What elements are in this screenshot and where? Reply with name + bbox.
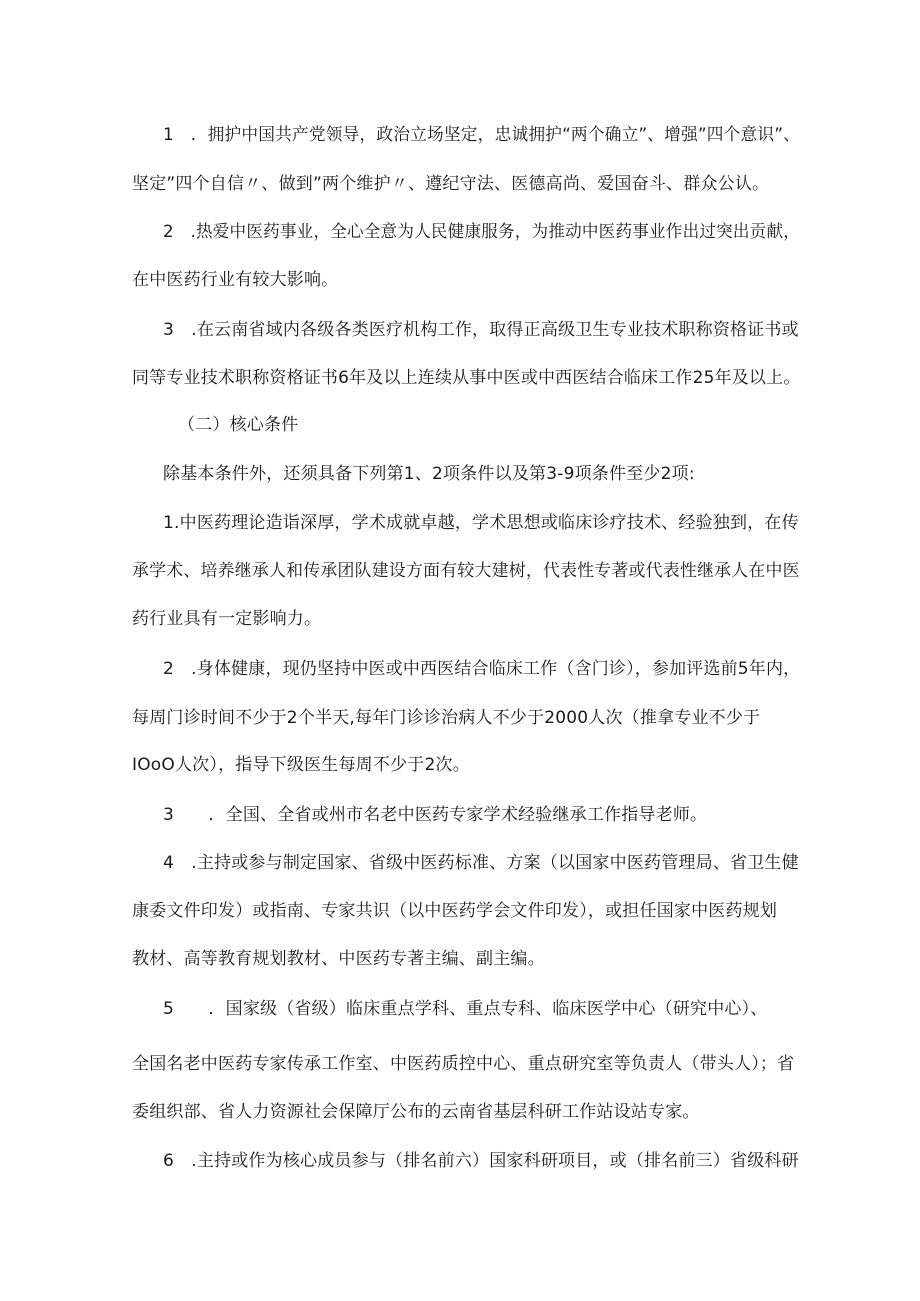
text-line: 康委文件印发）或指南、专家共识（以中医药学会文件印发），或担任国家中医药规划 [132, 901, 778, 921]
text-line: 承学术、培养继承人和传承团队建设方面有较大建树，代表性专著或代表性继承人在中医 [132, 561, 800, 581]
text-line: 全国名老中医药专家传承工作室、中医药质控中心、重点研究室等负责人（带头人）；省 [132, 1054, 795, 1074]
text-line: 委组织部、省人力资源社会保障厅公布的云南省基层科研工作站设站专家。 [132, 1102, 700, 1122]
text-line: 3 ．全国、全省或州市名老中医药专家学术经验继承工作指导老师。 [163, 805, 708, 825]
text-line: 1 ．拥护中国共产党领导，政治立场坚定，忠诚拥护“两个确立”、增强”四个意识”、 [163, 125, 801, 145]
text-line: 每周门诊时间不少于2个半天,每年门诊诊治病人不少于2000人次（推拿专业不少于 [132, 708, 761, 728]
text-line: 4 .主持或参与制定国家、省级中医药标准、方案（以国家中医药管理局、省卫生健 [163, 853, 799, 873]
text-line: 2 .热爱中医药事业，全心全意为人民健康服务，为推动中医药事业作出过突出贡献， [163, 222, 801, 242]
section-heading: （二）核心条件 [178, 415, 299, 435]
text-line: 6 .主持或作为核心成员参与（排名前六）国家科研项目，或（排名前三）省级科研 [163, 1151, 799, 1171]
text-line: 5 ．国家级（省级）临床重点学科、重点专科、临床医学中心（研究中心）、 [163, 999, 768, 1019]
text-line: 药行业具有一定影响力。 [132, 609, 322, 629]
text-line: 2 .身体健康，现仍坚持中医或中西医结合临床工作（含门诊），参加评选前5年内， [163, 659, 801, 679]
text-line: 1.中医药理论造诣深厚，学术成就卓越，学术思想或临床诊疗技术、经验独到，在传 [163, 513, 799, 533]
text-line: IOoO人次），指导下级医生每周不少于2次。 [132, 755, 470, 775]
text-line: 同等专业技术职称资格证书6年及以上连续从事中医或中西医结合临床工作25年及以上。 [132, 368, 801, 388]
text-line: 坚定”四个自信〃、做到”两个维护〃、遵纪守法、医德高尚、爱国奋斗、群众公认。 [132, 174, 770, 194]
text-line: 3 .在云南省域内各级各类医疗机构工作，取得正高级卫生专业技术职称资格证书或 [163, 320, 799, 340]
text-line: 除基本条件外，还须具备下列第1、2项条件以及第3-9项条件至少2项: [163, 464, 695, 484]
text-line: 在中医药行业有较大影响。 [132, 270, 339, 290]
text-line: 教材、高等教育规划教材、中医药专著主编、副主编。 [132, 949, 545, 969]
